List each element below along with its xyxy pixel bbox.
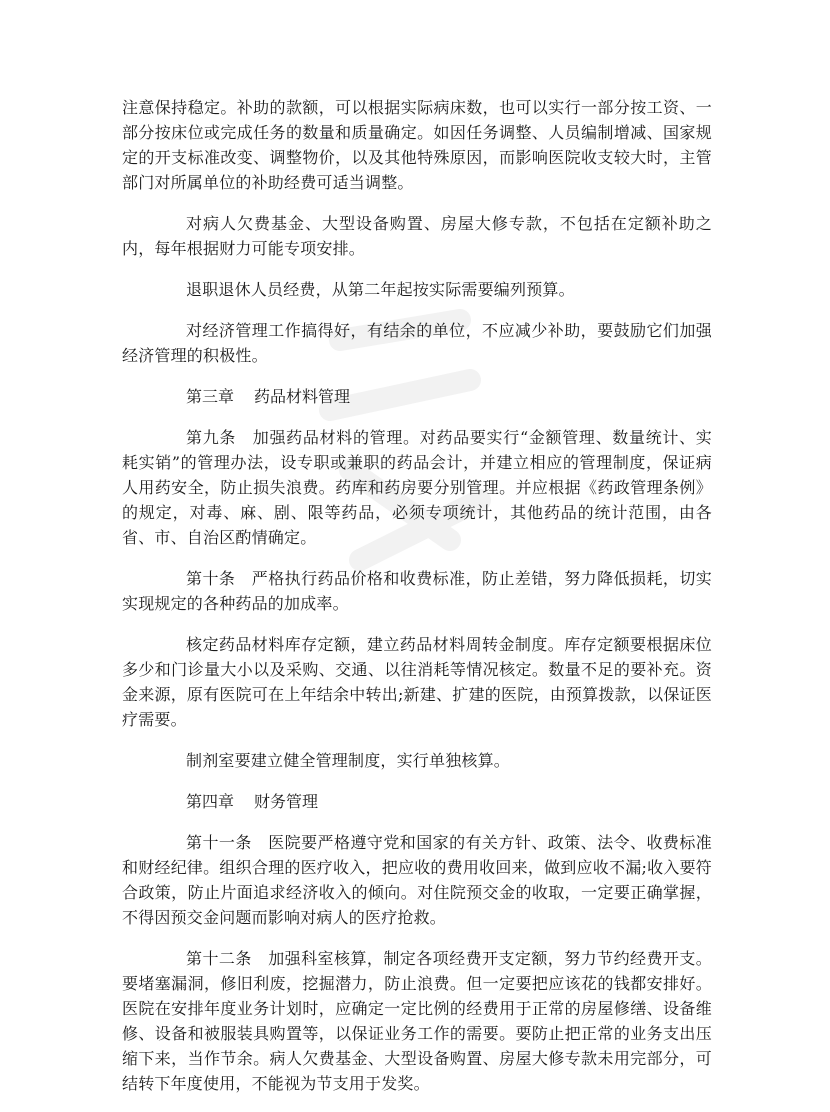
chapter-4-label: 第四章 <box>186 792 235 811</box>
paragraph-surplus-units: 对经济管理工作搞得好，有结余的单位，不应减少补助，要鼓励它们加强经济管理的积极性。 <box>122 321 712 365</box>
chapter-4-heading <box>122 789 712 814</box>
chapter-3-label: 第三章 <box>186 387 235 406</box>
paragraph-continuation: 注意保持稳定。补助的款额，可以根据实际病床数，也可以实行一部分按工资、一部分按床位或完成任务的数量和质量确定。如因任务调整、人员编制增减、国家规定的开支标准改变、调整物价，以及其他特殊原因，而影响医院收支较大时，主管部门对所属单位的补助经费可适当调整。 <box>122 98 712 192</box>
paragraph-special-funds: 对病人欠费基金、大型设备购置、房屋大修专款，不包括在定额补助之内，每年根据财力可能专项安排。 <box>122 214 712 258</box>
paragraph-retirement-funds: 退职退休人员经费，从第二年起按实际需要编列预算。 <box>186 280 575 299</box>
article-12: 第十二条 加强科室核算，制定各项经费开支定额，努力节约经费开支。要堵塞漏洞，修旧利废，挖掘潜力，防止浪费。但一定要把应该花的钱都安排好。医院在安排年度业务计划时，应确定一定比例的经费用于正常的房屋修缮、设备维修、设备和被服装具购置等，以保证业务工作的需要。要防止把正常的业务支出压缩下来，当作节余。病人欠费基金、大型设备购置、房屋大修专款未用完部分，可结转下年度使用，不能视为节支用于发奖。 <box>122 949 712 1093</box>
article-10: 第十条 严格执行药品价格和收费标准，防止差错，努力降低损耗，切实实现规定的各种药品的加成率。 <box>122 569 712 613</box>
article-11: 第十一条 医院要严格遵守党和国家的有关方针、政策、法令、收费标准和财经纪律。组织合理的医疗收入，把应收的费用收回来，做到应收不漏;收入要符合政策，防止片面追求经济收入的倾向。对住院预交金的收取，一定要正确掌握，不得因预交金问题而影响对病人的医疗抢救。 <box>122 833 712 927</box>
chapter-4-title: 财务管理 <box>254 792 319 811</box>
article-9: 第九条 加强药品材料的管理。对药品要实行“金额管理、数量统计、实耗实销”的管理办法，设专职或兼职的药品会计，并建立相应的管理制度，保证病人用药安全，防止损失浪费。药库和药房要分别管理。并应根据《药政管理条例》的规定，对毒、麻、剧、限等药品，必须专项统计，其他药品的统计范围，由各省、市、自治区酌情确定。 <box>122 428 712 547</box>
document-body <box>122 95 712 1112</box>
chapter-3-heading <box>122 384 712 409</box>
chapter-3-title: 药品材料管理 <box>254 387 351 406</box>
paragraph-pharmacy-prep-room: 制剂室要建立健全管理制度，实行单独核算。 <box>186 751 511 770</box>
paragraph-inventory-quota: 核定药品材料库存定额，建立药品材料周转金制度。库存定额要根据床位多少和门诊量大小以及采购、交通、以往消耗等情况核定。数量不足的要补充。资金来源，原有医院可在上年结余中转出;新建、扩建的医院，由预算拨款，以保证医疗需要。 <box>122 635 712 729</box>
